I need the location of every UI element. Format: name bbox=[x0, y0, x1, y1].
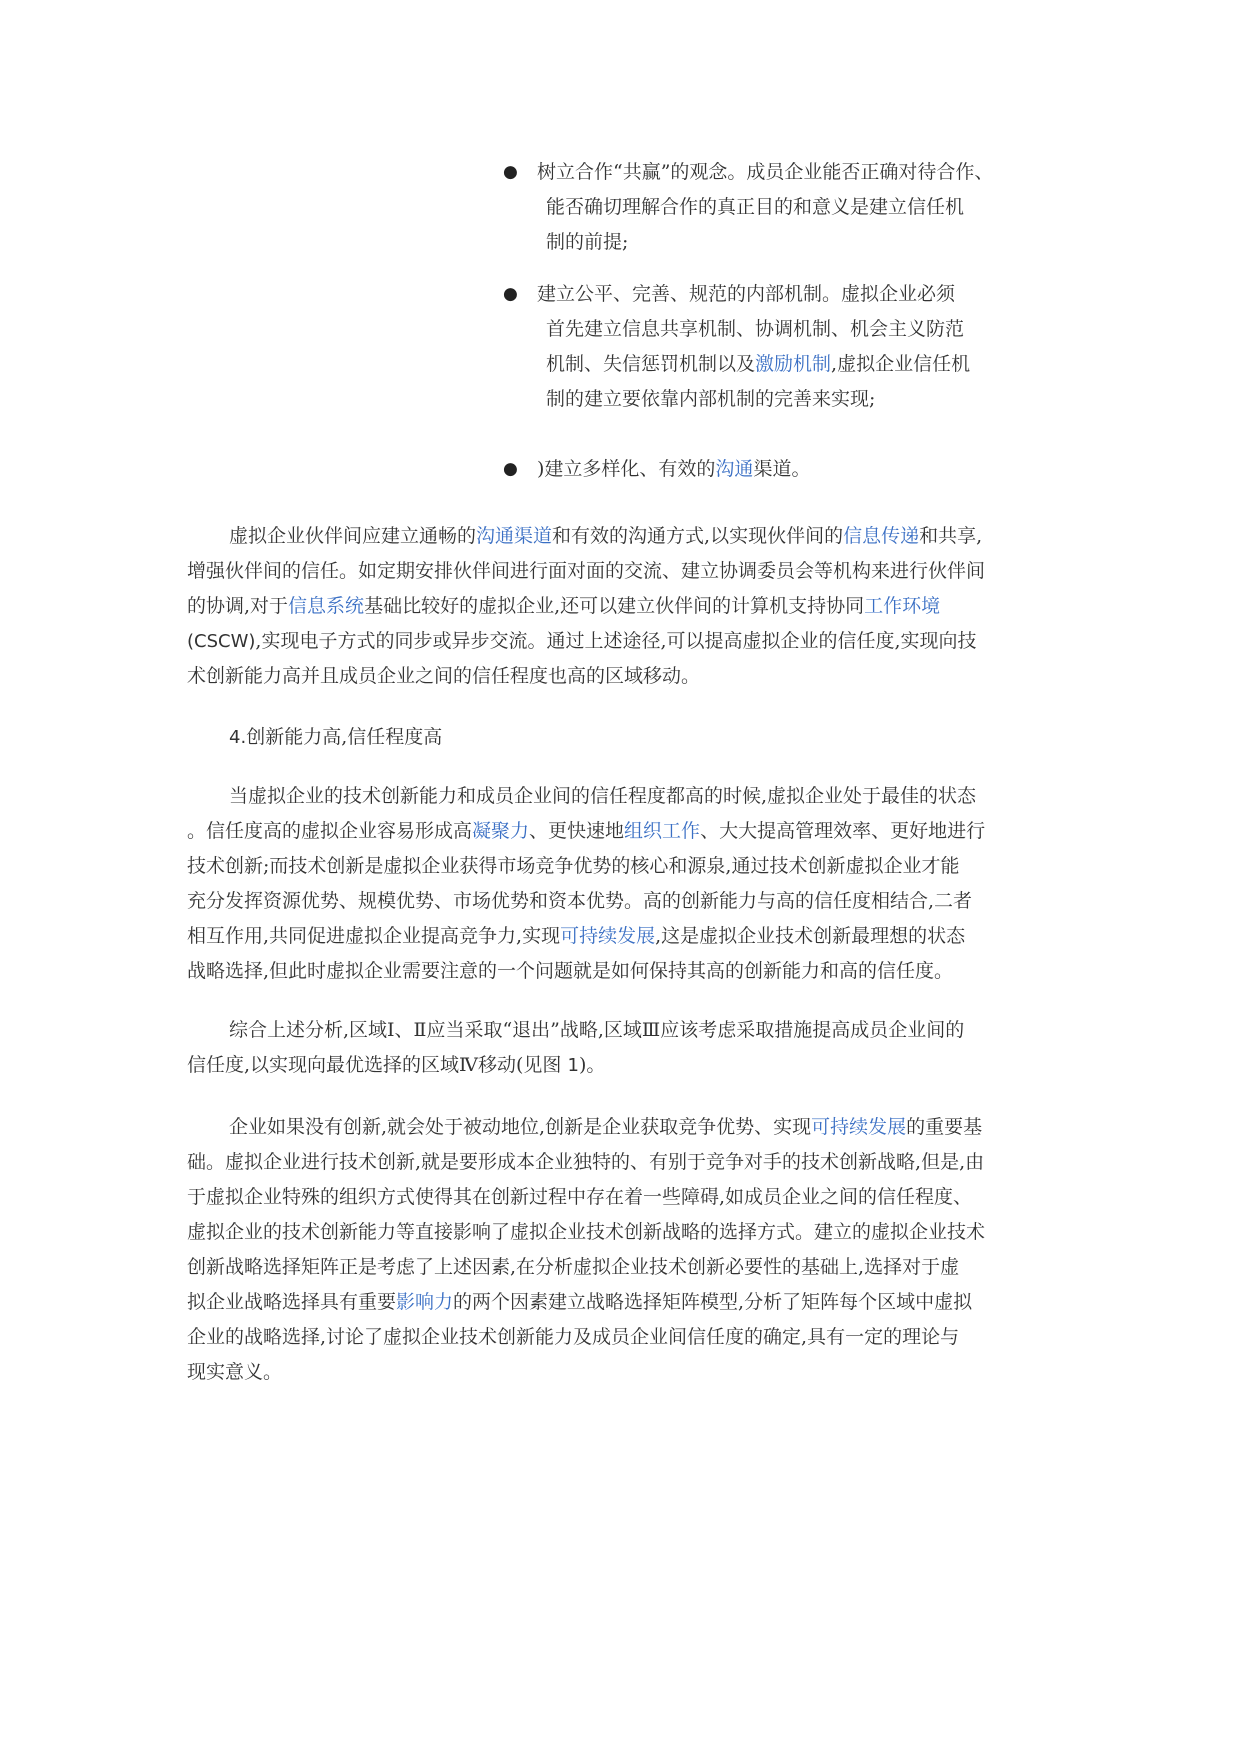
text-line bbox=[503, 225, 993, 260]
text-line bbox=[187, 849, 1067, 884]
text-line bbox=[187, 659, 1067, 694]
text-segment: 、更快速地 bbox=[529, 820, 625, 842]
text-segment: (CSCW) bbox=[187, 631, 256, 652]
text-segment: 拟企业战略选择具有重要 bbox=[187, 1291, 397, 1313]
hyperlink[interactable]: 可持续发展 bbox=[560, 925, 656, 947]
hyperlink[interactable]: 工作环境 bbox=[864, 595, 941, 617]
text-segment: 树立合作“共赢”的观念。成员企业能否正确对待合作、 bbox=[537, 161, 994, 183]
text-segment: 制的前提; bbox=[546, 231, 629, 253]
text-segment: 企业如果没有创新,就会处于被动地位,创新是企业获取竞争优势、实现 bbox=[229, 1116, 812, 1138]
text-segment: 战略选择,但此时虚拟企业需要注意的一个问题就是如何保持其高的创新能力和高的信任度。 bbox=[187, 960, 954, 982]
text-segment: 的两个因素建立战略选择矩阵模型,分析了矩阵每个区域中虚拟 bbox=[453, 1291, 973, 1313]
hyperlink[interactable]: 激励机制 bbox=[755, 353, 832, 375]
text-segment: 相互作用,共同促进虚拟企业提高竞争力,实现 bbox=[187, 925, 561, 947]
text-line bbox=[503, 190, 993, 225]
text-line bbox=[187, 1320, 1067, 1355]
text-segment: 制的建立要依靠内部机制的完善来实现; bbox=[546, 388, 876, 410]
text-line bbox=[187, 1048, 1067, 1083]
text-line bbox=[187, 720, 1067, 755]
text-line bbox=[503, 312, 970, 347]
hyperlink[interactable]: 信息传递 bbox=[843, 525, 920, 547]
text-segment: 创新战略选择矩阵正是考虑了上述因素,在分析虚拟企业技术创新必要性的基础上,选择对于虚 bbox=[187, 1256, 960, 1278]
text-segment: 建立公平、完善、规范的内部机制。虚拟企业必须 bbox=[537, 283, 956, 305]
text-line bbox=[187, 1145, 1067, 1180]
text-segment: ,这是虚拟企业技术创新最理想的状态 bbox=[655, 925, 966, 947]
text-line bbox=[503, 277, 970, 312]
text-line bbox=[187, 1355, 1067, 1390]
paragraph-communication bbox=[187, 519, 1067, 694]
text-segment: 创新能力高,信任程度高 bbox=[246, 726, 443, 748]
text-segment: 技术创新;而技术创新是虚拟企业获得市场竞争优势的核心和源泉,通过技术创新虚拟企业才能 bbox=[187, 855, 960, 877]
hyperlink[interactable]: 沟通 bbox=[715, 458, 754, 480]
text-segment: 于虚拟企业特殊的组织方式使得其在创新过程中存在着一些障碍,如成员企业之间的信任程度、 bbox=[187, 1186, 973, 1208]
bullet-item bbox=[503, 277, 970, 417]
text-segment: 能否确切理解合作的真正目的和意义是建立信任机 bbox=[546, 196, 965, 218]
text-segment: 充分发挥资源优势、规模优势、市场优势和资本优势。高的创新能力与高的信任度相结合,二者 bbox=[187, 890, 973, 912]
text-segment: 增强伙伴间的信任。如定期安排伙伴间进行面对面的交流、建立协调委员会等机构来进行伙伴间 bbox=[187, 560, 986, 582]
text-segment: 机制、失信惩罚机制以及 bbox=[546, 353, 756, 375]
text-segment: )建立多样化、有效的 bbox=[537, 458, 716, 480]
text-segment: 虚拟企业伙伴间应建立通畅的 bbox=[229, 525, 477, 547]
text-line bbox=[187, 1110, 1067, 1145]
bullet-dot-icon: ● bbox=[503, 459, 518, 479]
bullet-item bbox=[503, 155, 993, 260]
bullet-dot-icon: ● bbox=[503, 284, 518, 304]
text-segment: ,实现电子方式的同步或异步交流。通过上述途径,可以提高虚拟企业的信任度,实现向技 bbox=[255, 630, 977, 652]
text-segment: 首先建立信息共享机制、协调机制、机会主义防范 bbox=[546, 318, 965, 340]
text-segment: )。 bbox=[578, 1054, 606, 1076]
text-segment: 渠道。 bbox=[753, 458, 811, 480]
text-segment: 、大大提高管理效率、更好地进行 bbox=[700, 820, 986, 842]
hyperlink[interactable]: 信息系统 bbox=[288, 595, 365, 617]
text-segment: 和有效的沟通方式,以实现伙伴间的 bbox=[552, 525, 844, 547]
hyperlink[interactable]: 组织工作 bbox=[624, 820, 701, 842]
text-segment: 综合上述分析,区域Ⅰ、Ⅱ应当采取“退出”战略,区域Ⅲ应该考虑采取措施提高成员企业间的 bbox=[229, 1019, 965, 1041]
text-line bbox=[503, 382, 970, 417]
text-line bbox=[503, 452, 810, 487]
text-line bbox=[187, 1013, 1067, 1048]
text-segment: 的重要基 bbox=[906, 1116, 983, 1138]
text-segment: 4. bbox=[229, 727, 247, 748]
text-segment: 当虚拟企业的技术创新能力和成员企业间的信任程度都高的时候,虚拟企业处于最佳的状态 bbox=[229, 785, 977, 807]
text-line bbox=[187, 589, 1067, 624]
paragraph-best-state bbox=[187, 779, 1067, 989]
text-line bbox=[187, 554, 1067, 589]
text-segment: 。信任度高的虚拟企业容易形成高 bbox=[187, 820, 473, 842]
text-line bbox=[187, 884, 1067, 919]
text-line bbox=[187, 779, 1067, 814]
text-line bbox=[187, 1250, 1067, 1285]
text-segment: 企业的战略选择,讨论了虚拟企业技术创新能力及成员企业间信任度的确定,具有一定的理论与 bbox=[187, 1326, 960, 1348]
text-segment: 的协调,对于 bbox=[187, 595, 289, 617]
text-line bbox=[187, 1215, 1067, 1250]
text-segment: 基础比较好的虚拟企业,还可以建立伙伴间的计算机支持协同 bbox=[364, 595, 865, 617]
text-segment: 和共享, bbox=[919, 525, 983, 547]
text-segment: 虚拟企业的技术创新能力等直接影响了虚拟企业技术创新战略的选择方式。建立的虚拟企业技术 bbox=[187, 1221, 986, 1243]
text-segment: 现实意义。 bbox=[187, 1361, 283, 1383]
paragraph-summary bbox=[187, 1013, 1067, 1083]
text-segment: ,虚拟企业信任机 bbox=[831, 353, 971, 375]
text-line bbox=[503, 347, 970, 382]
text-line bbox=[187, 519, 1067, 554]
text-line bbox=[187, 954, 1067, 989]
text-segment: 术创新能力高并且成员企业之间的信任程度也高的区域移动。 bbox=[187, 665, 701, 687]
text-line bbox=[187, 1285, 1067, 1320]
text-line bbox=[187, 814, 1067, 849]
text-segment: 础。虚拟企业进行技术创新,就是要形成本企业独特的、有别于竞争对手的技术创新战略,但是,由 bbox=[187, 1151, 985, 1173]
text-line bbox=[187, 919, 1067, 954]
paragraph-conclusion bbox=[187, 1110, 1067, 1390]
bullet-item bbox=[503, 452, 810, 487]
text-segment: 信任度,以实现向最优选择的区域Ⅳ移动(见图 bbox=[187, 1054, 568, 1076]
hyperlink[interactable]: 沟通渠道 bbox=[476, 525, 553, 547]
hyperlink[interactable]: 可持续发展 bbox=[811, 1116, 907, 1138]
text-line bbox=[503, 155, 993, 190]
hyperlink[interactable]: 影响力 bbox=[396, 1291, 454, 1313]
text-line bbox=[187, 1180, 1067, 1215]
hyperlink[interactable]: 凝聚力 bbox=[472, 820, 530, 842]
section-heading bbox=[187, 720, 1067, 755]
text-line bbox=[187, 624, 1067, 659]
text-segment: 1 bbox=[567, 1055, 579, 1076]
bullet-dot-icon: ● bbox=[503, 162, 518, 182]
